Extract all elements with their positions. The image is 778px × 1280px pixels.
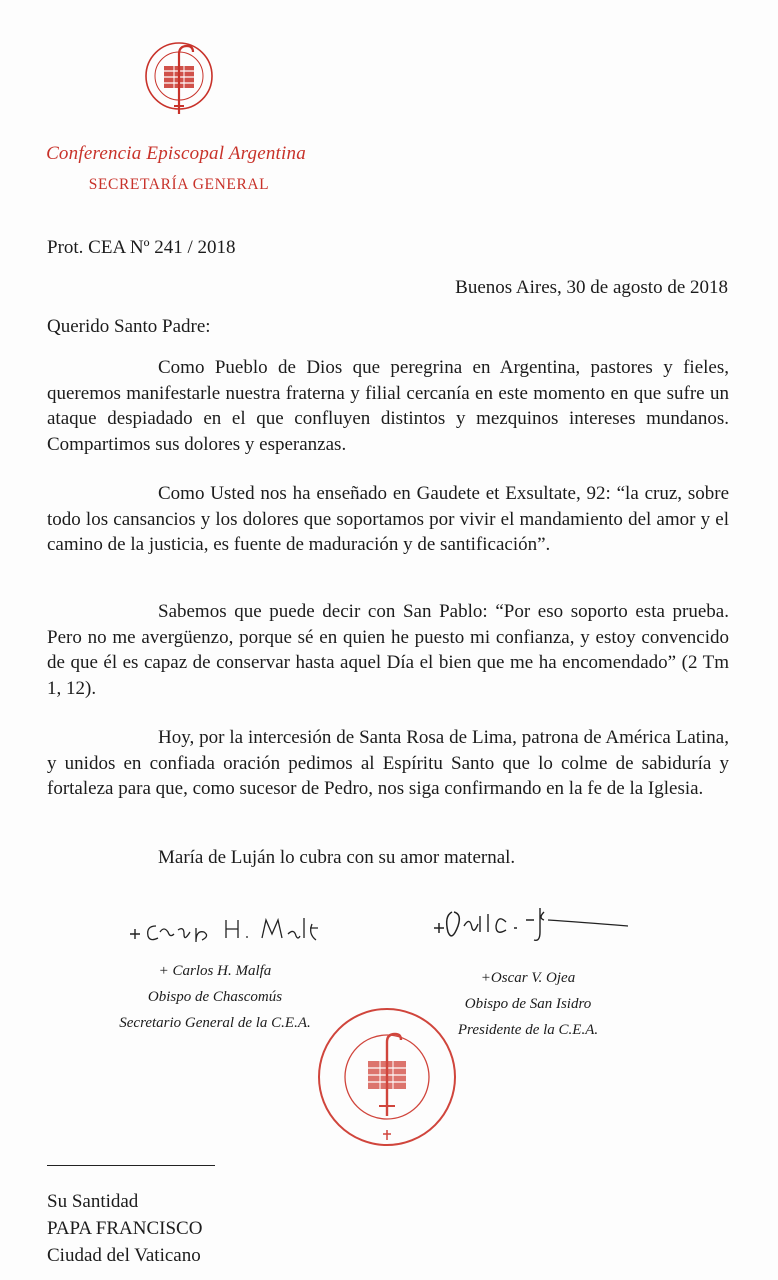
recipient-honorific: Su Santidad (47, 1191, 139, 1212)
recipient-divider (47, 1165, 215, 1166)
signatory-title: Presidente de la C.E.A. (457, 1022, 599, 1038)
signature-ojea (430, 898, 630, 948)
salutation: Querido Santo Padre: (47, 316, 211, 337)
signatory-role: Obispo de San Isidro (464, 996, 592, 1012)
place-date: Buenos Aires, 30 de agosto de 2018 (455, 277, 728, 298)
recipient-location: Ciudad del Vaticano (47, 1245, 201, 1266)
recipient-name: PAPA FRANCISCO (47, 1218, 203, 1239)
signatory-left (90, 958, 340, 1036)
official-seal-stamp (316, 1006, 458, 1148)
letter-paragraph: Como Usted nos ha enseñado en Gaudete et Exsultate, 92: “la cruz, sobre todo los cansancios y los dolores que soportamos por vivir el mandamiento del amor y el camino de la justicia, es fuente de maduración y de santificación”. (47, 483, 729, 555)
department-name: SECRETARÍA GENERAL (88, 176, 270, 193)
episcopal-conference-logo (143, 40, 215, 120)
letter-paragraph: Sabemos que puede decir con San Pablo: “Por eso soporto esta prueba. Pero no me avergüenzo, porque sé en quien he puesto mi confianza, y estoy convencido de que él es capaz de conservar hasta aquel Día el bien que me ha encomendado” (2 Tm 1, 12). (47, 601, 729, 699)
signatory-title: Secretario General de la C.E.A. (119, 1015, 311, 1031)
protocol-number: Prot. CEA Nº 241 / 2018 (47, 237, 236, 258)
signature-malfa (126, 912, 326, 946)
recipient-block (47, 1188, 202, 1269)
signatory-name: +Oscar V. Ojea (480, 970, 576, 986)
letter-paragraph: María de Luján lo cubra con su amor maternal. (158, 847, 516, 868)
organization-name: Conferencia Episcopal Argentina (46, 143, 306, 164)
letter-paragraph: Hoy, por la intercesión de Santa Rosa de Lima, patrona de América Latina, y unidos en confiada oración pedimos al Espíritu Santo que lo colme de sabiduría y fortaleza para que, como sucesor de Pedro, nos siga confirmando en la fe de la Iglesia. (47, 727, 729, 799)
signatory-name: + Carlos H. Malfa (158, 963, 272, 979)
signatory-role: Obispo de Chascomús (147, 989, 283, 1005)
letter-paragraph: Como Pueblo de Dios que peregrina en Argentina, pastores y fieles, queremos manifestarle nuestra fraterna y filial cercanía en este momento en que sufre un ataque despiadado en el que confluyen distintos y mezquinos intereses mundanos. Compartimos sus dolores y esperanzas. (47, 357, 729, 455)
